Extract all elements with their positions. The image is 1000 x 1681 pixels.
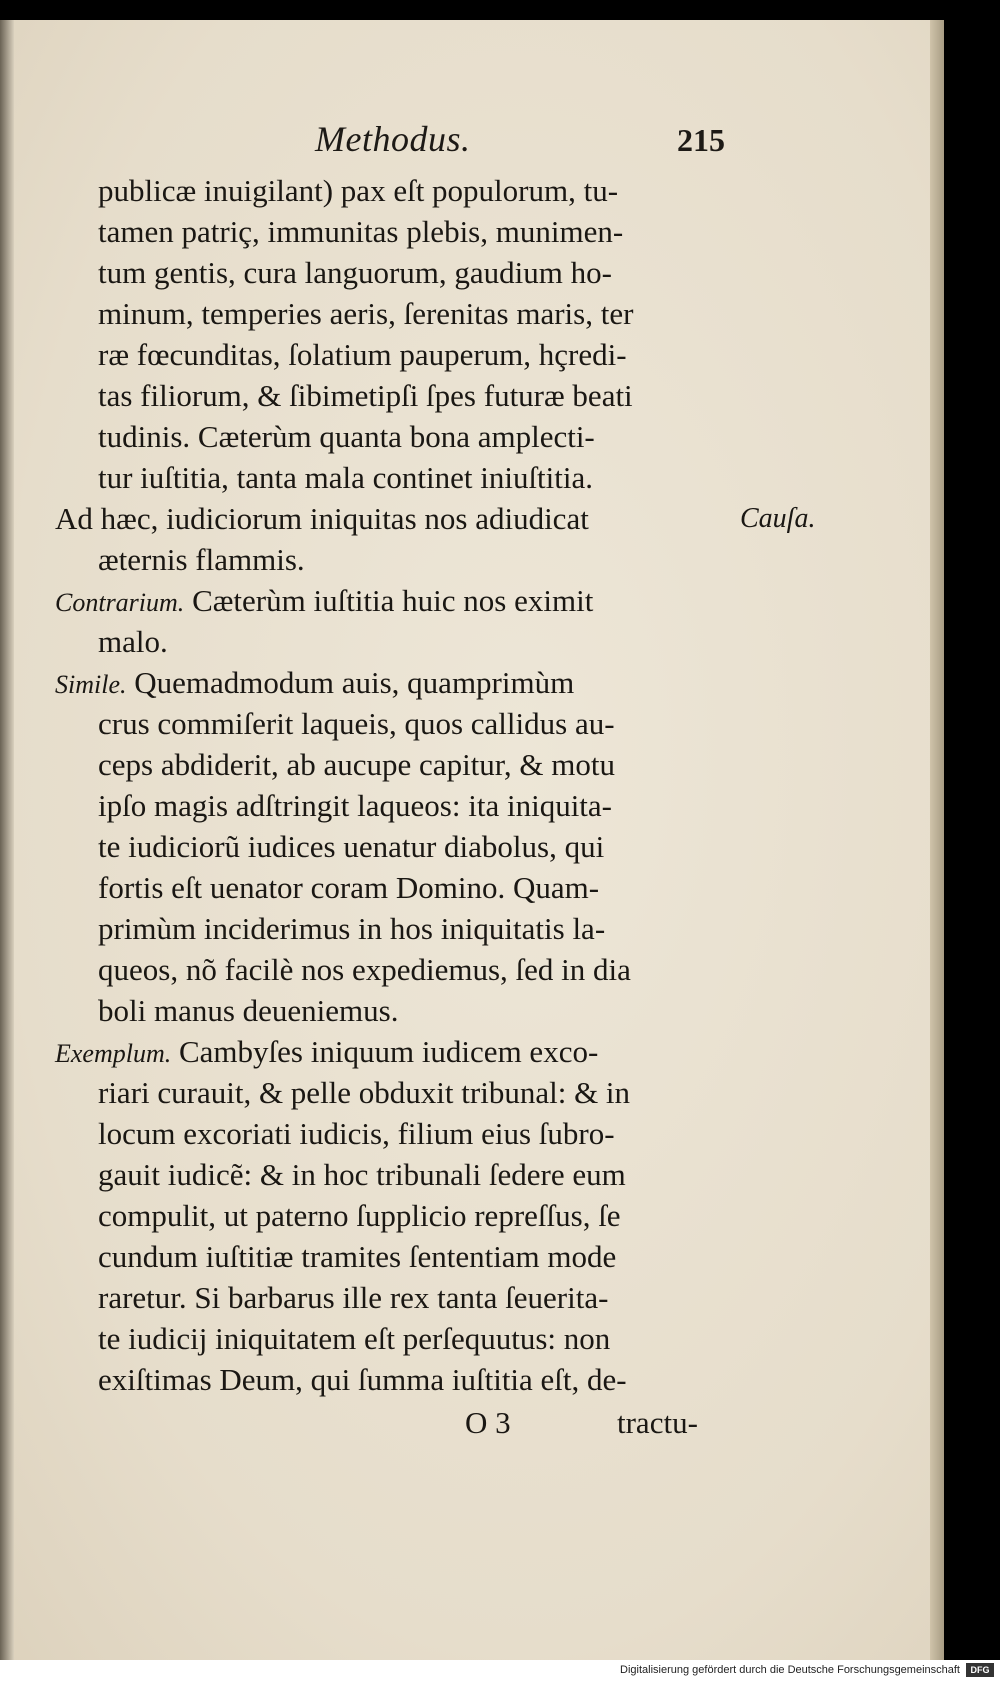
page-number: 215 bbox=[677, 122, 725, 158]
text-line: Ad hæc, iudiciorum iniquitas nos adiudicat bbox=[55, 501, 589, 536]
page-edge bbox=[930, 20, 944, 1660]
text-line: exiſtimas Deum, qui ſumma iuſtitia eſt, de- bbox=[98, 1362, 627, 1397]
page-gutter bbox=[0, 20, 14, 1660]
text-line: tum gentis, cura languorum, gaudium ho- bbox=[98, 255, 612, 290]
page-header bbox=[0, 118, 944, 168]
text-line: publicæ inuigilant) pax eſt populorum, tu- bbox=[98, 173, 619, 208]
text-line: minum, temperies aeris, ſerenitas maris, ter bbox=[98, 296, 634, 331]
text-line: tamen patriç, immunitas plebis, munimen- bbox=[98, 214, 624, 249]
section-label: Simile. bbox=[55, 670, 127, 699]
text-line: locum excoriati iudicis, filium eius ſubro- bbox=[98, 1116, 615, 1151]
book-page bbox=[0, 20, 944, 1660]
footer-bar bbox=[0, 1660, 1000, 1681]
text-line: tas filiorum, & ſibimetipſi ſpes futuræ beati bbox=[98, 378, 633, 413]
text-line: ræ fœcunditas, ſolatium pauperum, hçredi- bbox=[98, 337, 627, 372]
text-line: cundum iuſtitiæ tramites ſententiam mode bbox=[98, 1239, 617, 1274]
running-head: Methodus. bbox=[315, 119, 471, 159]
margin-note: Cauſa. bbox=[740, 503, 816, 534]
funding-credit: Digitalisierung gefördert durch die Deutsche Forschungsgemeinschaft bbox=[620, 1664, 960, 1676]
section-label: Contrarium. bbox=[55, 588, 185, 617]
text-line: malo. bbox=[98, 624, 168, 659]
text-line: crus commiſerit laqueis, quos callidus au- bbox=[98, 706, 615, 741]
text-line: raretur. Si barbarus ille rex tanta ſeuerita- bbox=[98, 1280, 609, 1315]
text-line: ipſo magis adſtringit laqueos: ita iniquita- bbox=[98, 788, 612, 823]
text-line: queos, nõ facilè nos expediemus, ſed in dia bbox=[98, 952, 631, 987]
text-line: ceps abdiderit, ab aucupe capitur, & motu bbox=[98, 747, 615, 782]
text-line: te iudiciorũ iudices uenatur diabolus, qui bbox=[98, 829, 605, 864]
section-label: Exemplum. bbox=[55, 1039, 172, 1068]
contrarium-paragraph bbox=[55, 580, 593, 623]
text-line: compulit, ut paterno ſupplicio repreſſus, ſe bbox=[98, 1198, 621, 1233]
exemplum-paragraph bbox=[55, 1031, 598, 1074]
text-line: te iudicij iniquitatem eſt perſequutus: non bbox=[98, 1321, 611, 1356]
text-line: gauit iudicẽ: & in hoc tribunali ſedere eum bbox=[98, 1157, 626, 1192]
dfg-logo-icon: DFG bbox=[966, 1663, 994, 1677]
simile-paragraph bbox=[55, 662, 574, 705]
text-line: tur iuſtitia, tanta mala continet iniuſtitia. bbox=[98, 460, 594, 495]
text-line: æternis flammis. bbox=[98, 542, 305, 577]
signature-mark: O 3 bbox=[465, 1405, 511, 1440]
text-line: Cæterùm iuſtitia huic nos eximit bbox=[192, 583, 594, 618]
text-line: riari curauit, & pelle obduxit tribunal: & in bbox=[98, 1075, 631, 1110]
text-line: boli manus deueniemus. bbox=[98, 993, 399, 1028]
text-line: primùm inciderimus in hos iniquitatis la- bbox=[98, 911, 606, 946]
text-line: Quemadmodum auis, quamprimùm bbox=[134, 665, 575, 700]
text-line: fortis eſt uenator coram Domino. Quam- bbox=[98, 870, 600, 905]
text-line: tudinis. Cæterùm quanta bona amplecti- bbox=[98, 419, 595, 454]
text-line: Cambyſes iniquum iudicem exco- bbox=[179, 1034, 599, 1069]
catchword: tractu- bbox=[617, 1405, 698, 1440]
